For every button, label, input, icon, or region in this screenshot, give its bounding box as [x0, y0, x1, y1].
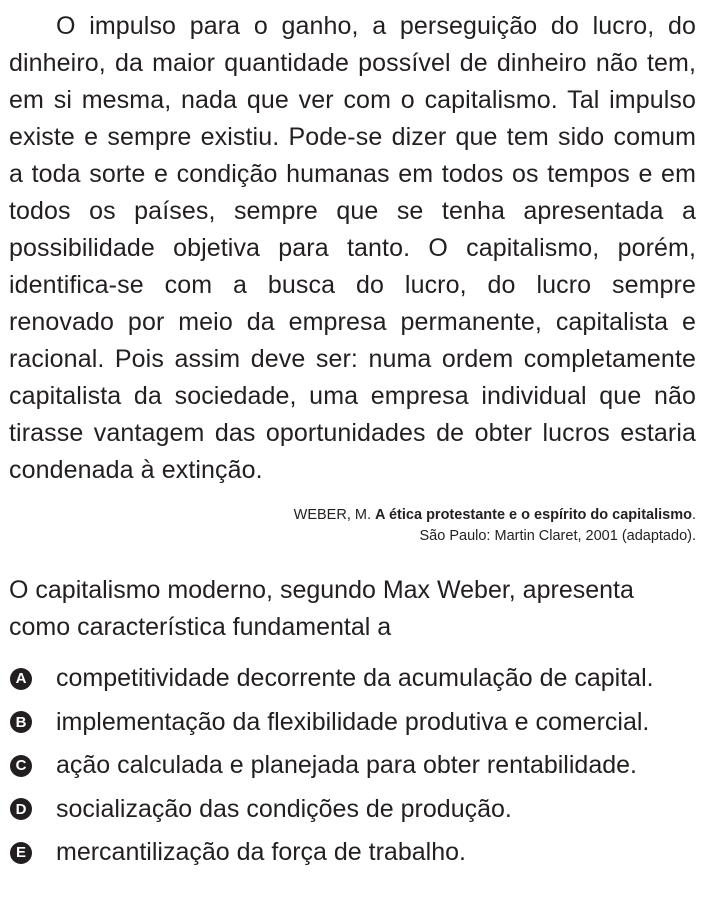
option-c-text: ação calculada e planejada para obter rentabilidade.	[56, 751, 637, 780]
passage-text: O impulso para o ganho, a perseguição do lucro, do dinheiro, da maior quantidade possível de dinheiro não tem, em si mesma, nada que ver com o capitalismo. Tal impulso existe e sempre existiu. Pode-se dizer que tem sido comum a toda sorte e condição humanas em todos os tempos e em todos os países, sempre que se tenha apresentada a possibilidade objetiva para tanto. O capitalismo, porém, identifica-se com a busca do lucro, do lucro sempre renovado por meio da empresa permanente, capitalista e racional. Pois assim deve ser: numa ordem completamente capitalista da sociedade, uma empresa individual que não tirasse vantagem das oportunidades de obter lucros estaria condenada à extinção.	[9, 12, 696, 484]
option-e-text: mercantilização da força de trabalho.	[56, 838, 466, 867]
option-e-letter-icon: E	[10, 842, 32, 864]
citation-period: .	[691, 507, 696, 523]
option-e[interactable]	[9, 831, 696, 875]
option-b[interactable]	[9, 701, 696, 745]
option-c[interactable]	[9, 744, 696, 788]
question-stem: O capitalismo moderno, segundo Max Weber, apresenta como característica fundamental a	[9, 576, 634, 641]
option-d[interactable]	[9, 788, 696, 832]
option-a[interactable]	[9, 657, 696, 701]
citation	[9, 505, 696, 547]
option-d-letter-icon: D	[10, 798, 32, 820]
option-a-text: competitividade decorrente da acumulação de capital.	[56, 664, 654, 693]
answer-options	[9, 657, 696, 875]
citation-author: WEBER, M.	[293, 507, 371, 523]
citation-publication: São Paulo: Martin Claret, 2001 (adaptado).	[419, 528, 696, 544]
option-c-letter-icon: C	[10, 755, 32, 777]
option-d-text: socialização das condições de produção.	[56, 794, 512, 823]
option-b-letter-icon: B	[10, 711, 32, 733]
citation-title: A ética protestante e o espírito do capitalismo	[375, 507, 692, 523]
citation-line-1	[9, 505, 696, 526]
option-b-text: implementação da flexibilidade produtiva e comercial.	[56, 707, 650, 736]
option-a-letter-icon: A	[10, 668, 32, 690]
